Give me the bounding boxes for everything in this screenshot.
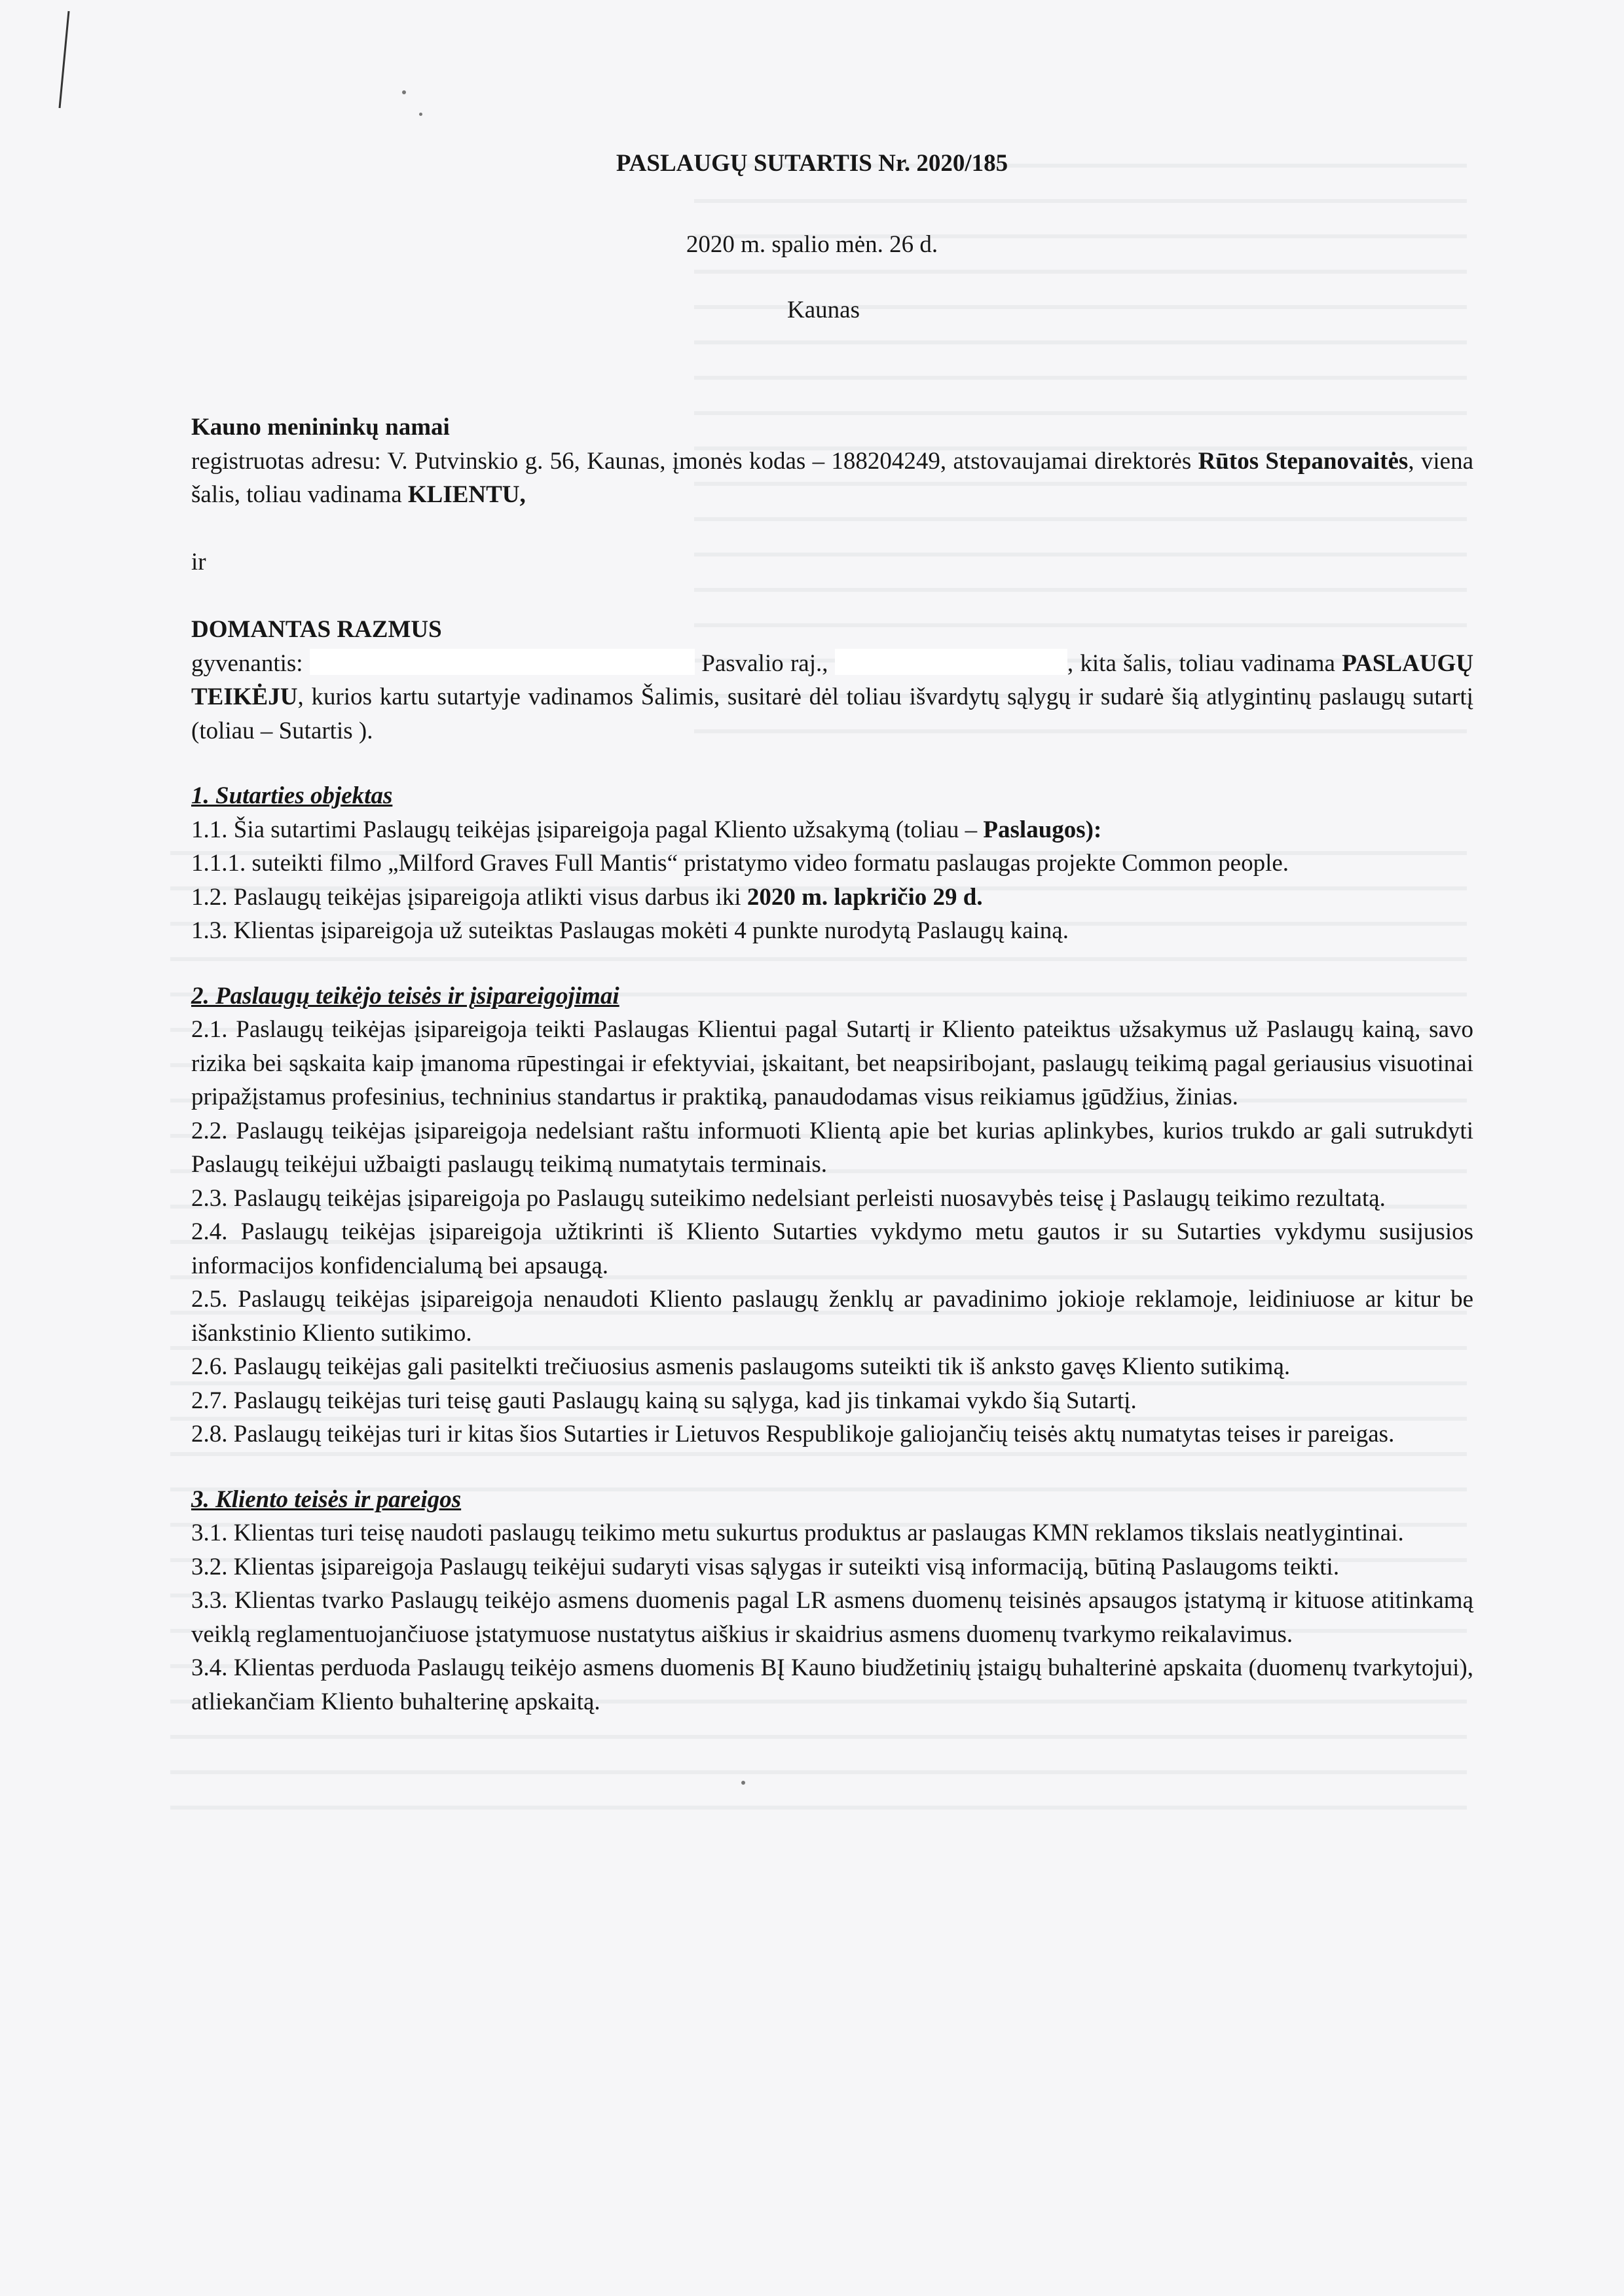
client-role: KLIENTU, (407, 481, 526, 508)
client-role-text: , viena šalis, toliau vadinama (191, 447, 1474, 508)
redaction-box (835, 649, 1067, 675)
clause-1-1-1: 1.1.1. suteikti filmo „Milford Graves Full Mantis“ pristatymo video formatu paslaugas projekte Common people. (191, 850, 1289, 877)
section-3-heading: 3. Kliento teisės ir pareigos (191, 1485, 462, 1513)
clause-3-2: 3.2. Klientas įsipareigoja Paslaugų teikėjui sudaryti visas sąlygas ir suteikti visą informaciją, būtiną Paslaugoms teikti. (191, 1553, 1340, 1580)
clause-3-1: 3.1. Klientas turi teisę naudoti paslaugų teikimo metu sukurtus produktus ar paslaugas KMN reklamos tikslais neatlygintinai. (191, 1520, 1404, 1546)
provider-role-text: , kita šalis, toliau vadinama (1067, 649, 1335, 677)
clause-1-1: 1.1. Šia sutartimi Paslaugų teikėjas įsipareigoja pagal Kliento užsakymą (toliau – Paslaugos): (191, 816, 1102, 843)
clause-2-7: 2.7. Paslaugų teikėjas turi teisę gauti Paslaugų kainą su sąlyga, kad jis tinkamai vykdo šią Sutartį. (191, 1387, 1137, 1414)
section-2-heading: 2. Paslaugų teikėjo teisės ir įsipareigojimai (191, 982, 619, 1010)
ink-speck (402, 90, 406, 94)
lives-label: gyvenantis: (191, 649, 303, 677)
clause-2-2: 2.2. Paslaugų teikėjas įsipareigoja nedelsiant raštu informuoti Klientą apie bet kurias aplinkybes, kurios trukdo ar gali sutrukdyti Paslaugų teikėjui užbaigti paslaugų teikimą numatytais terminais. (191, 1117, 1473, 1178)
clause-2-4: 2.4. Paslaugų teikėjas įsipareigoja užtikrinti iš Kliento Sutarties vykdymo metu gautos ir su Sutarties vykdymu susijusios informacijos konfidencialumą bei apsaugą. (191, 1218, 1473, 1279)
clause-2-1: 2.1. Paslaugų teikėjas įsipareigoja teikti Paslaugas Klientui pagal Sutartį ir Kliento pateiktus užsakymus už Paslaugų kainą, savo rizika bei sąskaita kaip įmanoma rūpestingai ir efektyviai, įskaitant, bet neapsiribojant, paslaugų teikimą pagal geriausius visuotinai pripažįstamus profesinius, techninius standartus ir praktiką, panaudodamas visus reikiamus įgūdžius, žinias. (191, 1016, 1473, 1110)
provider-district: Pasvalio raj., (701, 649, 828, 677)
provider-details (191, 647, 1473, 748)
clause-1-3: 1.3. Klientas įsipareigoja už suteiktas Paslaugas mokėti 4 punkte nurodytą Paslaugų kainą. (191, 917, 1069, 944)
contract-body (191, 410, 1473, 1719)
clause-2-6: 2.6. Paslaugų teikėjas gali pasitelkti trečiuosius asmenis paslaugoms suteikti tik iš anksto gavęs Kliento sutikimą. (191, 1353, 1291, 1380)
clause-3-4: 3.4. Klientas perduoda Paslaugų teikėjo asmens duomenis BĮ Kauno biudžetinių įstaigų buhalterinė apskaita (duomenų tvarkytojui), atliekančiam Kliento buhalterinę apskaitą. (191, 1654, 1473, 1715)
provider-closing: , kurios kartu sutartyje vadinamos Šalimis, susitarė dėl toliau išvardytų sąlygų ir sudarė šią atlygintinų paslaugų sutartį (toliau – Sutartis ). (191, 683, 1473, 744)
client-details (191, 445, 1473, 512)
provider-role: PASLAUGŲ TEIKĖJU (191, 649, 1474, 710)
clause-2-5: 2.5. Paslaugų teikėjas įsipareigoja nenaudoti Kliento paslaugų ženklų ar pavadinimo jokioje reklamoje, leidiniuose ar kitur be išankstinio Kliento sutikimo. (191, 1286, 1473, 1347)
clause-2-3: 2.3. Paslaugų teikėjas įsipareigoja po Paslaugų suteikimo nedelsiant perleisti nuosavybės teisę į Paslaugų teikimo rezultatą. (191, 1184, 1386, 1212)
section-1-heading: 1. Sutarties objektas (191, 782, 393, 809)
ink-speck (741, 1781, 745, 1785)
clause-3-3: 3.3. Klientas tvarko Paslaugų teikėjo asmens duomenis pagal LR asmens duomenų teisinės apsaugos įstatymą ir kituose atitinkamą veiklą reglamentuojančiuose įstatymuose nustatytus aiškius ir skaidrius asmens duomenų tvarkymo reikalavimus. (191, 1587, 1473, 1648)
redaction-box (310, 649, 695, 675)
clause-1-2: 1.2. Paslaugų teikėjas įsipareigoja atlikti visus darbus iki 2020 m. lapkričio 29 d. (191, 883, 983, 911)
provider-name: DOMANTAS RAZMUS (191, 616, 442, 643)
contract-city: Kaunas (787, 297, 860, 323)
ink-speck (419, 113, 422, 116)
conjunction: ir (191, 548, 206, 575)
clause-2-8: 2.8. Paslaugų teikėjas turi ir kitas šios Sutarties ir Lietuvos Respublikoje galiojančių teisės aktų numatytas teises ir pareigas. (191, 1421, 1395, 1448)
client-address: registruotas adresu: V. Putvinskio g. 56, Kaunas, įmonės kodas – 188204249, atstovaujamai direktorės (191, 447, 1192, 475)
client-name: Kauno menininkų namai (191, 414, 450, 441)
contract-date: 2020 m. spalio mėn. 26 d. (686, 231, 938, 258)
contract-title: PASLAUGŲ SUTARTIS Nr. 2020/185 (616, 150, 1008, 177)
pen-mark (56, 10, 72, 111)
client-representative: Rūtos Stepanovaitės (1198, 447, 1409, 475)
